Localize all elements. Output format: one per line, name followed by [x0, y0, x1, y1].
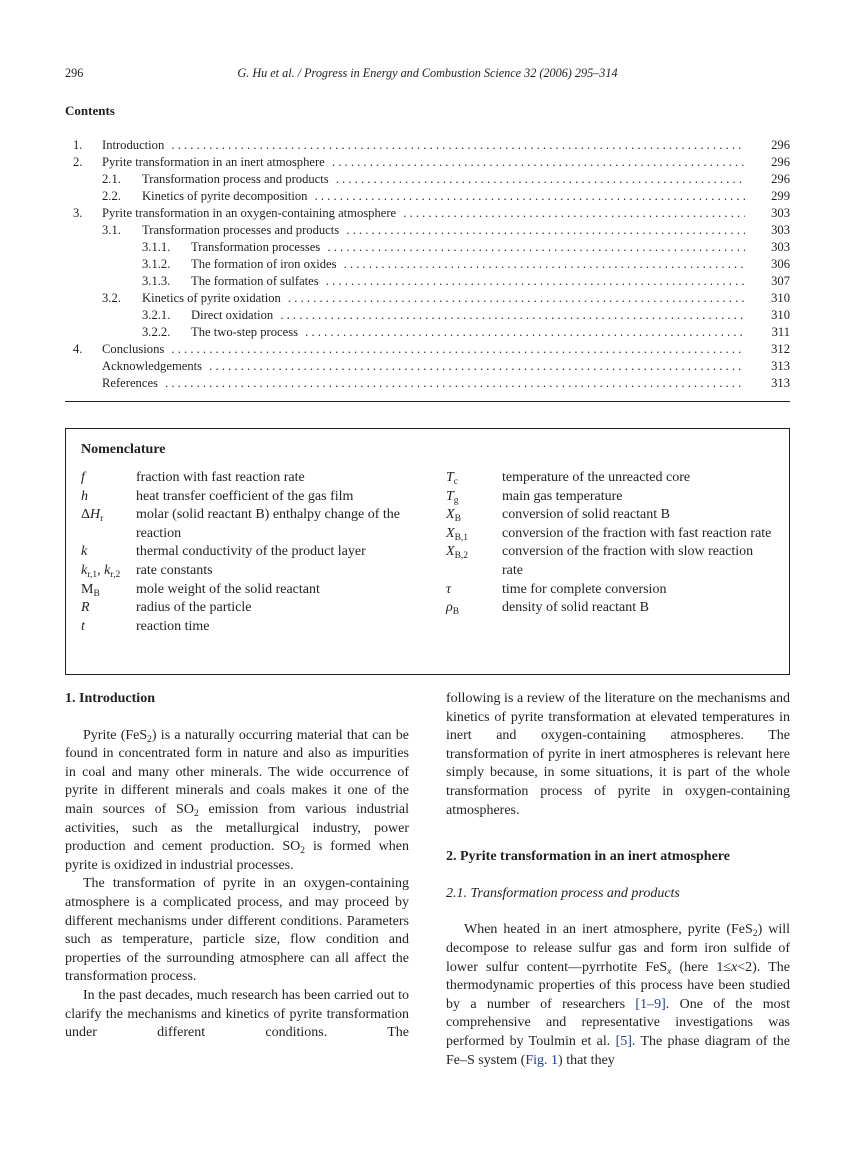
paragraph: In the past decades, much research has been carried out to clarify the mechanisms and kinetics of pyrite transformation under different conditions. The: [65, 987, 409, 1041]
toc-page: 296: [771, 155, 790, 169]
nomenclature-entry: [81, 543, 421, 562]
symbol: k: [81, 544, 88, 560]
toc-number: 3.1.1.: [142, 240, 171, 254]
toc-title: The two-step process: [191, 325, 302, 339]
toc-title: Conclusions: [102, 342, 168, 356]
toc-page: 310: [771, 291, 790, 305]
toc-number: 3.2.1.: [142, 308, 171, 322]
subsection-heading: 2.1. Transformation process and products: [446, 885, 680, 901]
paragraph-continuation: following is a review of the literature on the mechanisms and kinetics of pyrite transformation at elevated temperatures in inert and oxygen-containing atmospheres. The transformation of pyrite in inert atmospheres is relevant here simply because, in some situations, it is part of the whole transformation process of pyrite in oxygen-containing atmospheres.: [446, 691, 790, 818]
left-text-column: [65, 690, 409, 1043]
toc-page: 303: [771, 240, 790, 254]
definition: rate constants: [136, 562, 213, 578]
symbol: $T_c$: [446, 470, 459, 487]
toc-number: 3.1.: [102, 223, 121, 237]
toc-entry[interactable]: [65, 307, 790, 324]
toc-title: Kinetics of pyrite oxidation: [142, 291, 285, 305]
toc-number: 3.2.: [102, 291, 121, 305]
nomenclature-entry: [81, 599, 421, 618]
nomenclature-entry: [81, 581, 421, 600]
toc-entry[interactable]: [65, 290, 790, 307]
definition: density of solid reactant B: [502, 600, 649, 616]
toc-page: 310: [771, 308, 790, 322]
toc-entry[interactable]: [65, 324, 790, 341]
nomenclature-entry: [81, 618, 421, 637]
symbol: τ: [446, 581, 452, 597]
nomenclature-title: Nomenclature: [81, 442, 166, 457]
toc-entry[interactable]: [65, 273, 790, 290]
toc-number: 3.1.2.: [142, 257, 171, 271]
definition: fraction with fast reaction rate: [136, 470, 305, 485]
citation-link[interactable]: [5]: [615, 1033, 632, 1049]
symbol: t: [81, 618, 85, 634]
toc-title: The formation of sulfates: [191, 274, 323, 288]
running-title: G. Hu et al. / Progress in Energy and Combustion Science 32 (2006) 295–314: [237, 66, 618, 80]
toc-title: Introduction: [102, 138, 168, 152]
nomenclature-right-column: [446, 469, 776, 618]
contents-title: Contents: [65, 103, 115, 118]
table-of-contents: [65, 137, 790, 392]
toc-number: 3.: [73, 206, 83, 220]
symbol: $M_B$: [81, 581, 100, 599]
toc-entry[interactable]: [65, 222, 790, 239]
definition: molar (solid reactant B) enthalpy change of the reaction: [136, 507, 400, 541]
toc-number: 2.1.: [102, 172, 121, 186]
paragraph: The transformation of pyrite in an oxygen-containing atmosphere is a complicated process, and may proceed by different mechanisms under different conditions. Parameters such as temperature, particle size, flow condition and properties of the surrounding atmosphere can all affect the transformation process.: [65, 876, 409, 985]
toc-entry[interactable]: [65, 341, 790, 358]
toc-title: Transformation processes: [191, 240, 324, 254]
nomenclature-entry: [446, 525, 776, 544]
toc-page: 313: [771, 376, 790, 390]
divider: [65, 401, 790, 402]
toc-title: Acknowledgements: [102, 359, 206, 373]
toc-number: 4.: [73, 342, 83, 356]
right-text-column: [446, 690, 790, 1070]
section-heading: 1. Introduction: [65, 691, 155, 706]
page-number: 296: [65, 66, 84, 80]
toc-page: 312: [771, 342, 790, 356]
symbol: $\rho_B$: [446, 600, 460, 618]
toc-number: 3.2.2.: [142, 325, 171, 339]
toc-entry[interactable]: [65, 256, 790, 273]
definition: reaction time: [136, 618, 210, 634]
toc-entry[interactable]: [65, 375, 790, 392]
section-heading: 2. Pyrite transformation in an inert atmosphere: [446, 849, 730, 865]
toc-page: 307: [771, 274, 790, 288]
definition: temperature of the unreacted core: [502, 470, 691, 485]
running-header: [65, 66, 790, 82]
nomenclature-entry: [81, 469, 421, 488]
definition: main gas temperature: [502, 488, 623, 504]
toc-page: 306: [771, 257, 790, 271]
nomenclature-entry: [446, 599, 776, 618]
nomenclature-entry: [446, 581, 776, 600]
nomenclature-entry: [446, 543, 776, 580]
toc-title: Pyrite transformation in an oxygen-containing atmosphere: [102, 206, 400, 220]
symbol: f: [81, 470, 85, 485]
toc-entry[interactable]: [65, 171, 790, 188]
toc-page: 311: [771, 325, 790, 339]
symbol: $\Delta H_r$: [81, 507, 104, 525]
definition: mole weight of the solid reactant: [136, 581, 320, 597]
nomenclature-entry: [81, 562, 421, 581]
definition: conversion of solid reactant B: [502, 507, 670, 523]
toc-entry[interactable]: [65, 239, 790, 256]
toc-entry[interactable]: [65, 205, 790, 222]
symbol: $k_{r,1}$, $k_{r,2}$: [81, 562, 121, 580]
symbol: $X_{B,2}$: [446, 544, 469, 562]
toc-entry[interactable]: [65, 137, 790, 154]
toc-title: Transformation process and products: [142, 172, 333, 186]
toc-title: Kinetics of pyrite decomposition: [142, 189, 311, 203]
toc-number: 2.: [73, 155, 83, 169]
toc-entry[interactable]: [65, 154, 790, 171]
toc-title: References: [102, 376, 162, 390]
toc-page: 303: [771, 206, 790, 220]
figure-link[interactable]: Fig. 1: [525, 1052, 559, 1068]
toc-page: 296: [771, 172, 790, 186]
definition: conversion of the fraction with fast reaction rate: [502, 525, 772, 541]
paragraph: Pyrite (FeS$_2$) is a naturally occurring material that can be found in concentrated form in nature and also as impurities in coal and many other minerals. The wide occurrence of pyrite in different minerals and coals makes it one of the main sources of $SO_2$ emission from various industrial activities, such as the metallurgical industry, power production and cement production. $SO_2$ is formed when pyrite is oxidized in industrial processes.: [65, 727, 410, 873]
citation-link[interactable]: [1–9]: [635, 996, 666, 1012]
symbol: $X_{B,1}$: [446, 525, 469, 543]
toc-title: Transformation processes and products: [142, 223, 343, 237]
toc-title: Direct oxidation: [191, 308, 277, 322]
nomenclature-entry: [446, 469, 776, 488]
toc-page: 299: [771, 189, 790, 203]
toc-number: 3.1.3.: [142, 274, 171, 288]
definition: heat transfer coefficient of the gas film: [136, 488, 354, 504]
nomenclature-entry: [81, 488, 421, 507]
symbol: $T_g$: [446, 488, 459, 506]
toc-title: The formation of iron oxides: [191, 257, 341, 271]
nomenclature-entry: [81, 506, 421, 543]
toc-page: 303: [771, 223, 790, 237]
definition: time for complete conversion: [502, 581, 667, 597]
toc-title: Pyrite transformation in an inert atmosphere: [102, 155, 329, 169]
toc-entry[interactable]: [65, 358, 790, 375]
symbol: R: [81, 600, 90, 616]
definition: radius of the particle: [136, 600, 252, 616]
nomenclature-box: [65, 428, 790, 675]
nomenclature-left-column: [81, 469, 421, 636]
symbol: $X_B$: [446, 507, 461, 525]
toc-entry[interactable]: [65, 188, 790, 205]
nomenclature-entry: [446, 506, 776, 525]
toc-page: 313: [771, 359, 790, 373]
symbol: h: [81, 488, 88, 504]
definition: thermal conductivity of the product layer: [136, 544, 366, 560]
toc-page: 296: [771, 138, 790, 152]
definition: conversion of the fraction with slow reaction rate: [502, 544, 754, 578]
nomenclature-entry: [446, 488, 776, 507]
toc-number: 1.: [73, 138, 83, 152]
paragraph: When heated in an inert atmosphere, pyrite (FeS$_2$) will decompose to release sulfur gas and form iron sulfide of lower sulfur content—pyrrhotite FeS$_x$ (here 1≤x<2). The thermodynamic properties of this process have been studied by a number of researchers [1–9]. One of the most comprehensive and representative investigations was performed by Toulmin et al. [5]. The phase diagram of the Fe–S system (Fig. 1) that they: [446, 922, 790, 1068]
toc-number: 2.2.: [102, 189, 121, 203]
